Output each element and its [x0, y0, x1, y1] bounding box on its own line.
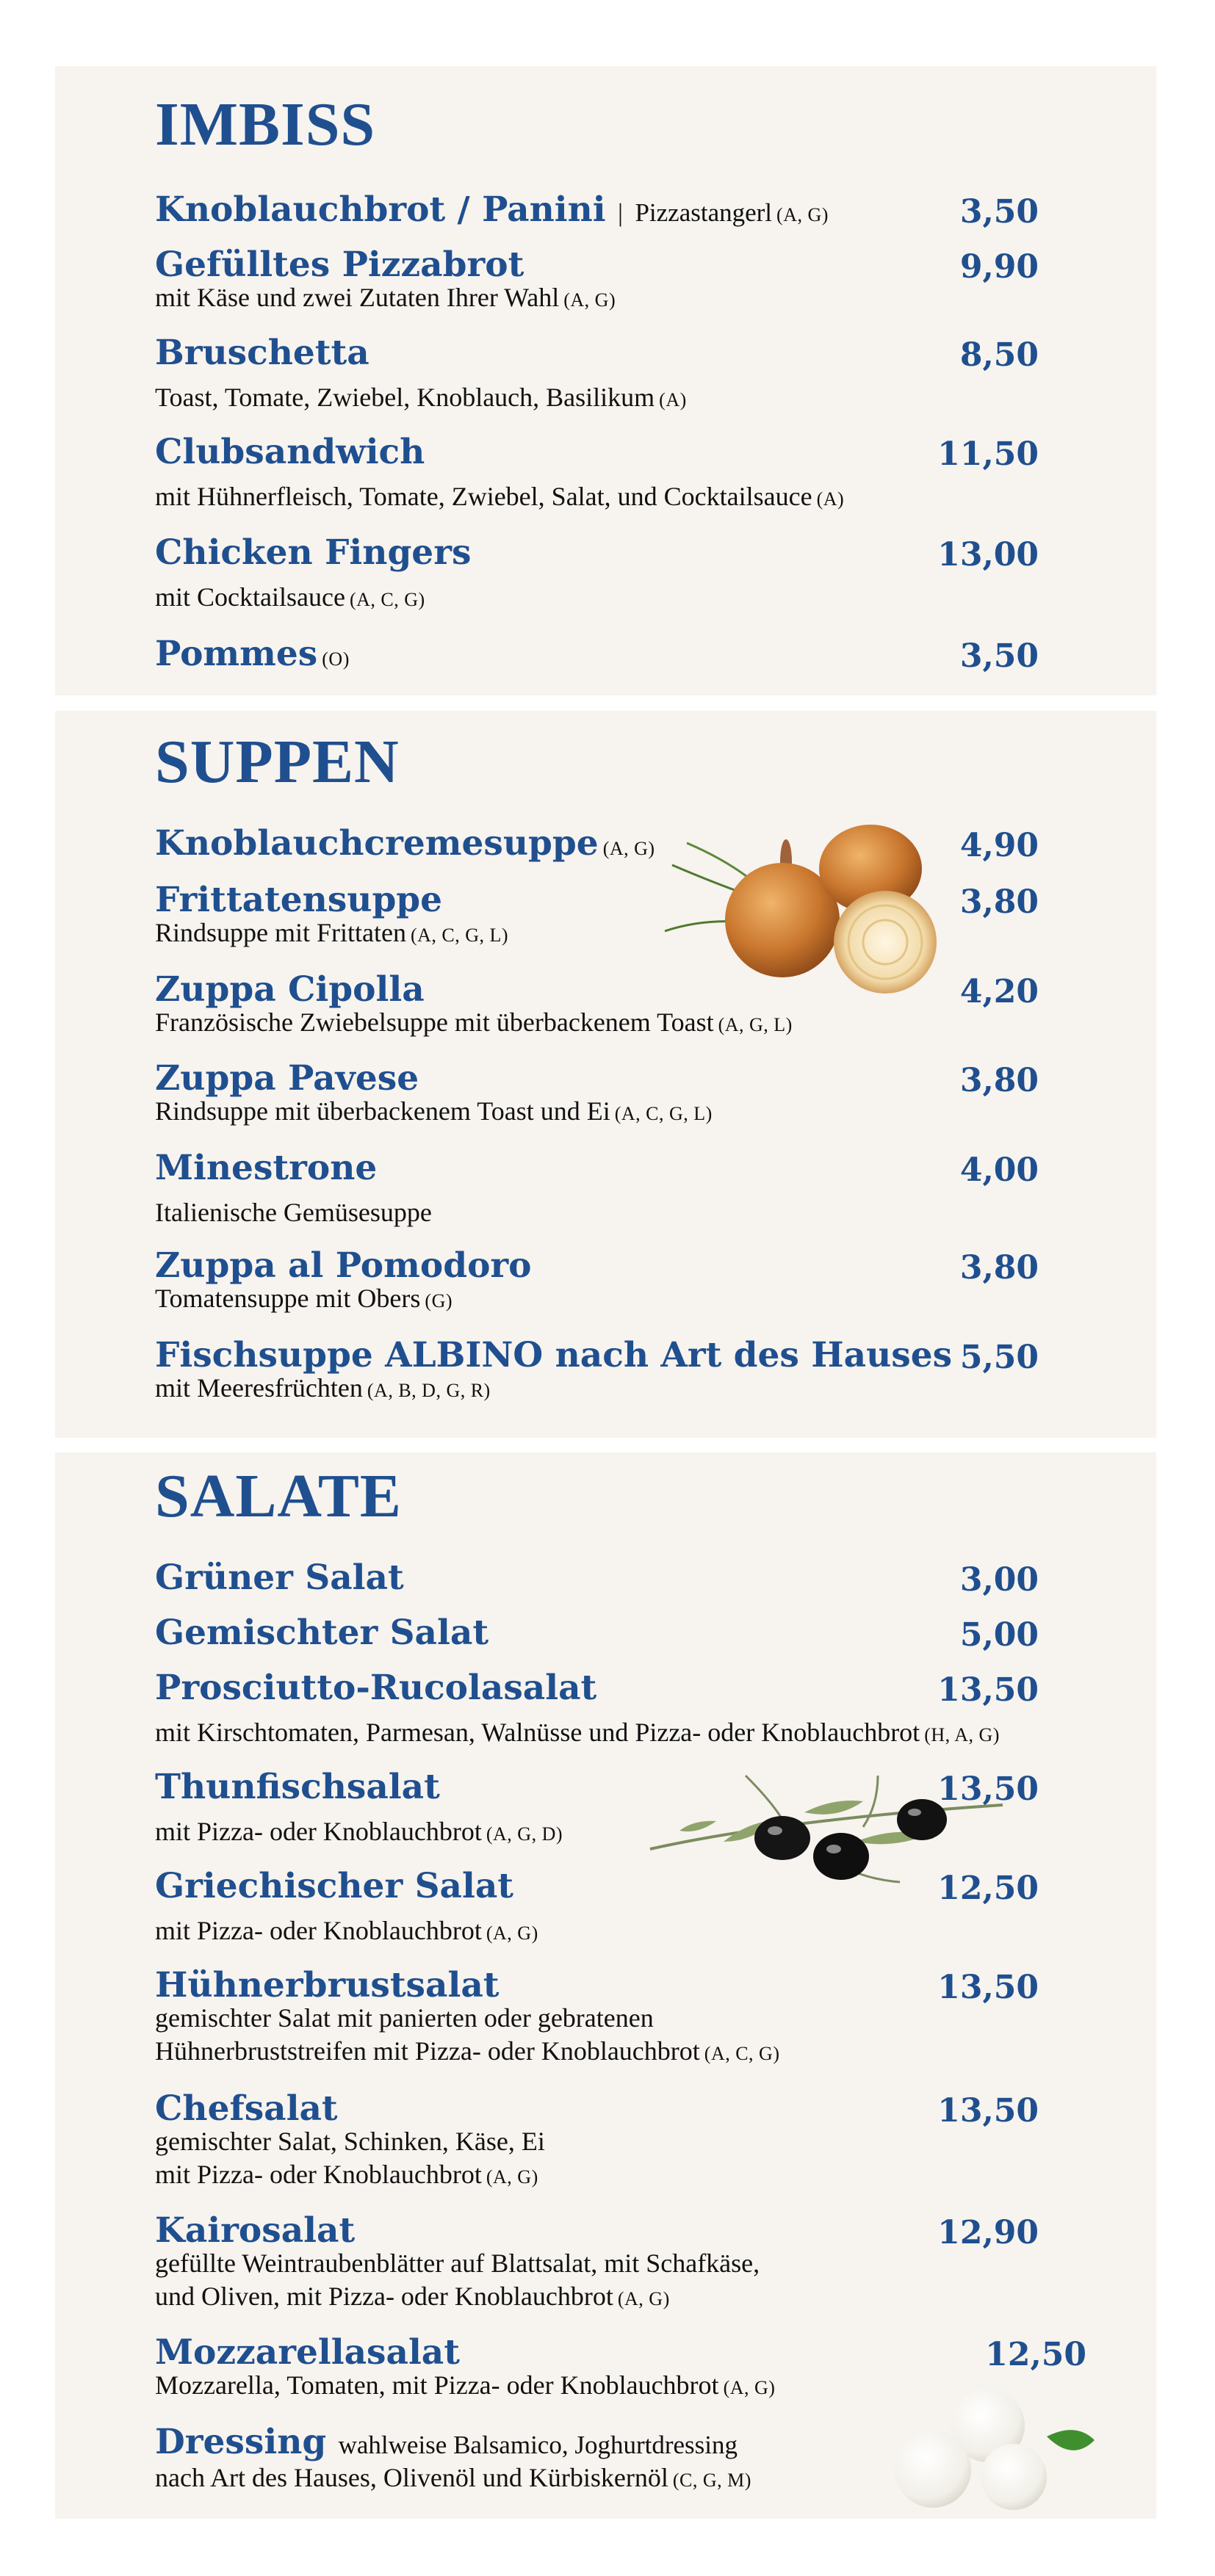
- item-price: 13,50: [937, 1770, 1039, 1808]
- item-description: mit Meeresfrüchten: [155, 1372, 363, 1403]
- item-description-line-1: gemischter Salat mit panierten oder gebratenen: [155, 2002, 654, 2033]
- item-description: Rindsuppe mit überbackenem Toast und Ei: [155, 1096, 610, 1126]
- item-name: Knoblauchcremesuppe: [155, 823, 599, 864]
- item-name: Pommes: [155, 634, 318, 674]
- item-name: Griechischer Salat: [155, 1866, 513, 1906]
- item-allergens: (A, G): [486, 2166, 538, 2188]
- item-description-line-1: wahlweise Balsamico, Joghurtdressing: [338, 2431, 738, 2459]
- item-name: Kairosalat: [155, 2210, 356, 2251]
- separator: |: [618, 198, 624, 227]
- item-allergens: (A, G): [723, 2376, 776, 2398]
- item-price: 3,50: [959, 637, 1039, 675]
- item-allergens: (A, G, D): [486, 1823, 563, 1845]
- item-allergens: (A, G): [776, 204, 829, 225]
- item-allergens: (A, G, L): [718, 1013, 793, 1035]
- item-allergens: (G): [425, 1289, 453, 1311]
- item-description: mit Cocktailsauce: [155, 582, 345, 612]
- item-allergens: (H, A, G): [924, 1723, 1000, 1745]
- item-name: Gefülltes Pizzabrot: [155, 245, 524, 285]
- item-description: Französische Zwiebelsuppe mit überbackenem Toast: [155, 1007, 714, 1037]
- item-price: 4,00: [959, 1151, 1039, 1189]
- item-name: Mozzarellasalat: [155, 2332, 460, 2373]
- item-name: Chefsalat: [155, 2088, 338, 2129]
- item-description-line-2: und Oliven, mit Pizza- oder Knoblauchbrot: [155, 2281, 613, 2311]
- item-allergens: (A, C, G, L): [410, 924, 509, 946]
- item-description-line-1: gefüllte Weintraubenblätter auf Blattsalat, mit Schafkäse,: [155, 2248, 760, 2278]
- item-description-line-1: gemischter Salat, Schinken, Käse, Ei: [155, 2126, 545, 2156]
- item-allergens: (A, B, D, G, R): [367, 1379, 491, 1401]
- item-name: Prosciutto-Rucolasalat: [155, 1668, 597, 1708]
- item-description-line-2: nach Art des Hauses, Olivenöl und Kürbiskernöl: [155, 2462, 668, 2492]
- item-description-line-2: Hühnerbruststreifen mit Pizza- oder Knoblauchbrot: [155, 2036, 700, 2066]
- item-price: 13,50: [937, 1671, 1039, 1709]
- item-price: 13,00: [937, 536, 1039, 574]
- menu-item-dressing: [155, 2423, 1132, 2494]
- item-description: Toast, Tomate, Zwiebel, Knoblauch, Basilikum: [155, 382, 655, 412]
- item-name: Zuppa al Pomodoro: [155, 1245, 532, 1286]
- section-title-salate: SALATE: [155, 1462, 402, 1530]
- item-allergens: (A, C, G): [349, 588, 425, 610]
- item-name: Frittatensuppe: [155, 880, 443, 920]
- item-name: Hühnerbrustsalat: [155, 1965, 500, 2005]
- item-price: 11,50: [937, 435, 1039, 473]
- item-name: Gemischter Salat: [155, 1613, 489, 1653]
- item-price: 13,50: [937, 1969, 1039, 2006]
- item-price: 5,50: [959, 1339, 1039, 1376]
- item-price: 12,90: [937, 2214, 1039, 2251]
- item-description: Pizzastangerl: [635, 198, 773, 227]
- item-price: 3,80: [959, 1249, 1039, 1287]
- item-name: Thunfischsalat: [155, 1767, 440, 1807]
- section-title-suppen: SUPPEN: [155, 728, 400, 796]
- item-allergens: (A, C, G): [704, 2042, 780, 2064]
- item-price: 12,50: [985, 2336, 1086, 2373]
- item-allergens: (A): [816, 488, 845, 510]
- item-description: mit Hühnerfleisch, Tomate, Zwiebel, Salat, und Cocktailsauce: [155, 481, 812, 511]
- item-description: Tomatensuppe mit Obers: [155, 1283, 421, 1313]
- item-price: 13,50: [937, 2092, 1039, 2130]
- item-allergens: (A, G): [486, 1922, 538, 1944]
- item-name: Chicken Fingers: [155, 532, 472, 573]
- item-price: 12,50: [937, 1870, 1039, 1907]
- item-price: 3,80: [959, 1062, 1039, 1099]
- section-title-imbiss: IMBISS: [155, 90, 376, 159]
- item-name: Grüner Salat: [155, 1557, 404, 1598]
- item-price: 4,90: [959, 827, 1039, 864]
- item-price: 4,20: [959, 973, 1039, 1010]
- item-description: mit Pizza- oder Knoblauchbrot: [155, 1915, 482, 1945]
- item-name: Minestrone: [155, 1148, 378, 1188]
- item-allergens: (A, G): [617, 2287, 670, 2309]
- item-price: 3,80: [959, 883, 1039, 921]
- item-name: Clubsandwich: [155, 432, 425, 472]
- item-name: Knoblauchbrot / Panini: [155, 189, 606, 230]
- item-price: 5,00: [959, 1616, 1039, 1654]
- item-description: Italienische Gemüsesuppe: [155, 1197, 432, 1227]
- item-name: Bruschetta: [155, 333, 369, 373]
- suppen-section: [55, 711, 1156, 1438]
- item-name: Dressing: [155, 2422, 327, 2462]
- item-allergens: (A, C, G, L): [614, 1102, 713, 1124]
- item-description: Rindsuppe mit Frittaten: [155, 917, 406, 947]
- item-allergens: (O): [322, 648, 350, 670]
- salate-section: [55, 1452, 1156, 2519]
- item-allergens: (A): [659, 388, 687, 410]
- item-name: Zuppa Cipolla: [155, 969, 425, 1010]
- item-allergens: (A, G): [563, 289, 616, 311]
- item-description: mit Käse und zwei Zutaten Ihrer Wahl: [155, 282, 560, 312]
- item-price: 9,90: [959, 248, 1039, 286]
- item-allergens: (A, G): [602, 838, 655, 859]
- item-name: Zuppa Pavese: [155, 1058, 419, 1099]
- item-allergens: (C, G, M): [672, 2469, 751, 2491]
- item-name: Fischsuppe ALBINO nach Art des Hauses: [155, 1335, 953, 1375]
- item-price: 8,50: [959, 336, 1039, 374]
- item-description-line-2: mit Pizza- oder Knoblauchbrot: [155, 2159, 482, 2189]
- imbiss-section: [55, 66, 1156, 695]
- item-price: 3,50: [959, 193, 1039, 231]
- item-description: mit Kirschtomaten, Parmesan, Walnüsse und Pizza- oder Knoblauchbrot: [155, 1717, 920, 1747]
- item-price: 3,00: [959, 1561, 1039, 1599]
- item-description: Mozzarella, Tomaten, mit Pizza- oder Knoblauchbrot: [155, 2370, 719, 2400]
- item-description: mit Pizza- oder Knoblauchbrot: [155, 1816, 482, 1846]
